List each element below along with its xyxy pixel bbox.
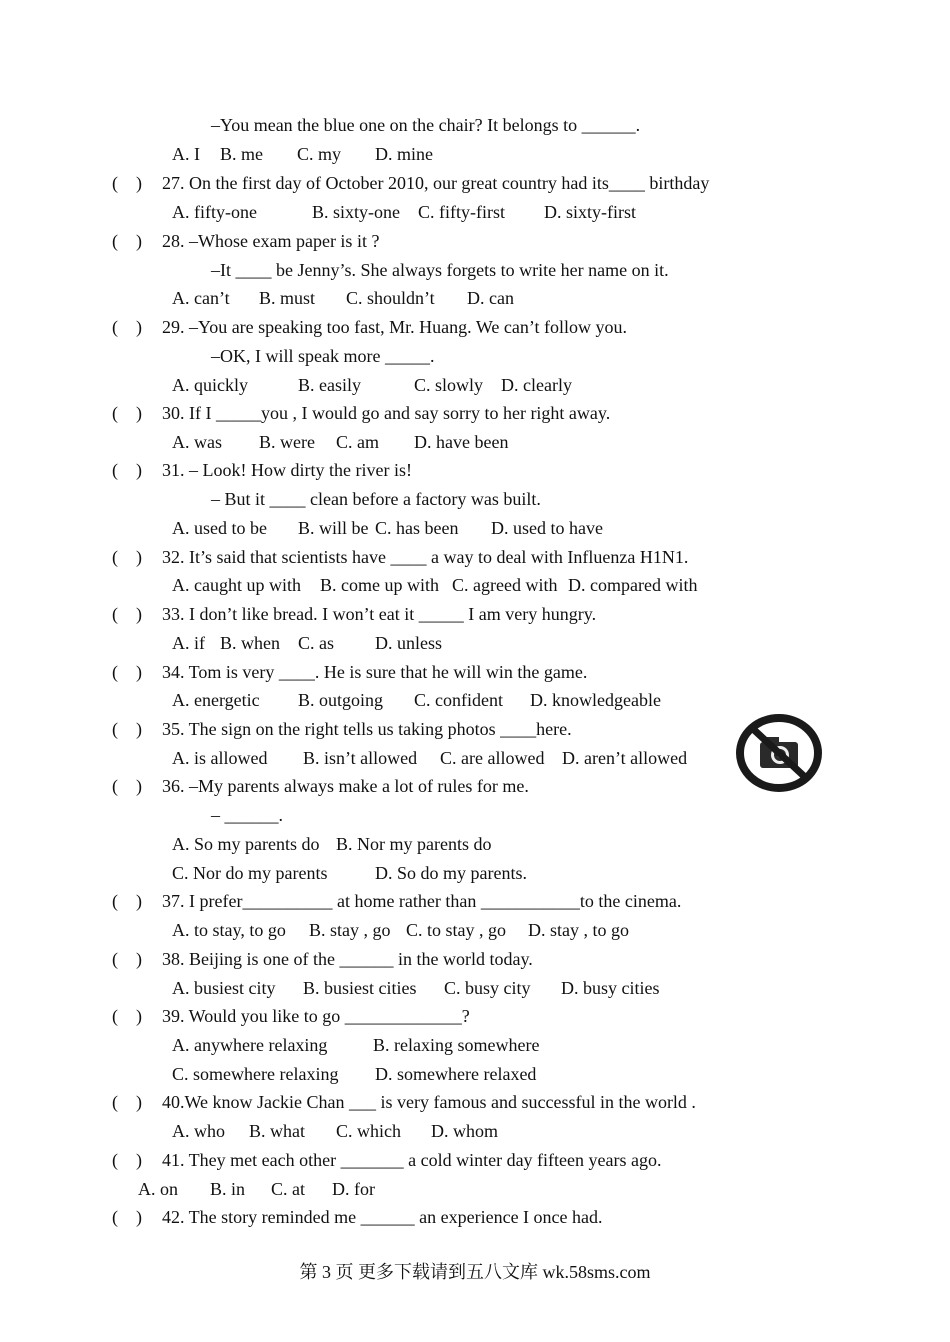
q33-option-a: A. if xyxy=(172,633,205,653)
q41-option-c: C. at xyxy=(271,1179,305,1199)
q39-option-c: C. somewhere relaxing xyxy=(172,1064,339,1084)
q27-option-d: D. sixty-first xyxy=(544,202,636,222)
no-photography-icon xyxy=(734,714,824,792)
q39-question: 39. Would you like to go _____________? xyxy=(162,1006,470,1026)
answer-paren: ( ) xyxy=(112,891,142,911)
q38-option-d: D. busy cities xyxy=(561,978,660,998)
q41-option-d: D. for xyxy=(332,1179,375,1199)
q30-option-d: D. have been xyxy=(414,432,509,452)
answer-paren: ( ) xyxy=(112,317,142,337)
q37-question: 37. I prefer__________ at home rather than ___________to the cinema. xyxy=(162,891,682,911)
q31-option-a: A. used to be xyxy=(172,518,267,538)
q33-question: 33. I don’t like bread. I won’t eat it _____ I am very hungry. xyxy=(162,604,597,624)
q32-question: 32. It’s said that scientists have ____ a way to deal with Influenza H1N1. xyxy=(162,547,689,567)
answer-paren: ( ) xyxy=(112,231,142,251)
q31-option-c: C. has been xyxy=(375,518,459,538)
q26-option-c: C. my xyxy=(297,144,342,164)
q29-answer-line: –OK, I will speak more _____. xyxy=(211,346,435,366)
q28-question: 28. –Whose exam paper is it ? xyxy=(162,231,380,251)
answer-paren: ( ) xyxy=(112,1207,142,1227)
q32-option-d: D. compared with xyxy=(568,575,698,595)
q29-option-c: C. slowly xyxy=(414,375,484,395)
answer-paren: ( ) xyxy=(112,604,142,624)
q37-option-d: D. stay , to go xyxy=(528,920,629,940)
q37-option-c: C. to stay , go xyxy=(406,920,507,940)
answer-paren: ( ) xyxy=(112,1006,142,1026)
answer-paren: ( ) xyxy=(112,1092,142,1112)
q39-option-a: A. anywhere relaxing xyxy=(172,1035,328,1055)
q32-option-a: A. caught up with xyxy=(172,575,301,595)
page-footer: 第 3 页 更多下载请到五八文库 wk.58sms.com xyxy=(299,1262,651,1282)
q29-question: 29. –You are speaking too fast, Mr. Huang. We can’t follow you. xyxy=(162,317,627,337)
q34-option-a: A. energetic xyxy=(172,690,260,710)
q40-option-d: D. whom xyxy=(431,1121,498,1141)
q38-question: 38. Beijing is one of the ______ in the world today. xyxy=(162,949,533,969)
q31-question: 31. – Look! How dirty the river is! xyxy=(162,460,412,480)
q35-question: 35. The sign on the right tells us taking photos ____here. xyxy=(162,719,572,739)
q27-option-a: A. fifty-one xyxy=(172,202,257,222)
q35-option-d: D. aren’t allowed xyxy=(562,748,688,768)
q29-option-d: D. clearly xyxy=(501,375,572,395)
answer-paren: ( ) xyxy=(112,1150,142,1170)
answer-paren: ( ) xyxy=(112,173,142,193)
answer-paren: ( ) xyxy=(112,949,142,969)
q34-option-b: B. outgoing xyxy=(298,690,384,710)
q38-option-c: C. busy city xyxy=(444,978,531,998)
q27-option-c: C. fifty-first xyxy=(418,202,505,222)
q28-answer-line: –It ____ be Jenny’s. She always forgets to write her name on it. xyxy=(211,260,669,280)
q35-option-c: C. are allowed xyxy=(440,748,545,768)
q29-option-a: A. quickly xyxy=(172,375,248,395)
q31-answer-line: – But it ____ clean before a factory was built. xyxy=(211,489,541,509)
q30-option-b: B. were xyxy=(259,432,315,452)
q39-option-d: D. somewhere relaxed xyxy=(375,1064,537,1084)
q36-answer-line: – ______. xyxy=(211,805,283,825)
q40-option-c: C. which xyxy=(336,1121,401,1141)
q36-option-d: D. So do my parents. xyxy=(375,863,527,883)
q35-option-a: A. is allowed xyxy=(172,748,268,768)
q36-question: 36. –My parents always make a lot of rules for me. xyxy=(162,776,529,796)
q30-option-c: C. am xyxy=(336,432,379,452)
q41-option-a: A. on xyxy=(138,1179,178,1199)
q33-option-b: B. when xyxy=(220,633,280,653)
q27-question: 27. On the first day of October 2010, our great country had its____ birthday xyxy=(162,173,710,193)
q31-option-b: B. will be xyxy=(298,518,369,538)
q29-option-b: B. easily xyxy=(298,375,361,395)
q31-option-d: D. used to have xyxy=(491,518,603,538)
q37-option-b: B. stay , go xyxy=(309,920,391,940)
q41-option-b: B. in xyxy=(210,1179,246,1199)
q35-option-b: B. isn’t allowed xyxy=(303,748,418,768)
q38-option-b: B. busiest cities xyxy=(303,978,417,998)
q41-question: 41. They met each other _______ a cold winter day fifteen years ago. xyxy=(162,1150,662,1170)
q27-option-b: B. sixty-one xyxy=(312,202,400,222)
q32-option-c: C. agreed with xyxy=(452,575,558,595)
answer-paren: ( ) xyxy=(112,662,142,682)
q28-option-c: C. shouldn’t xyxy=(346,288,435,308)
q28-option-d: D. can xyxy=(467,288,514,308)
q26-option-d: D. mine xyxy=(375,144,433,164)
q39-option-b: B. relaxing somewhere xyxy=(373,1035,540,1055)
q40-question: 40.We know Jackie Chan ___ is very famous and successful in the world . xyxy=(162,1092,696,1112)
q34-option-d: D. knowledgeable xyxy=(530,690,661,710)
q26-option-a: A. I xyxy=(172,144,200,164)
q38-option-a: A. busiest city xyxy=(172,978,276,998)
q26-answer-line: –You mean the blue one on the chair? It belongs to ______. xyxy=(211,115,641,135)
q34-option-c: C. confident xyxy=(414,690,503,710)
q42-question: 42. The story reminded me ______ an experience I once had. xyxy=(162,1207,603,1227)
q36-option-c: C. Nor do my parents xyxy=(172,863,328,883)
q28-option-b: B. must xyxy=(259,288,316,308)
q36-option-a: A. So my parents do xyxy=(172,834,320,854)
answer-paren: ( ) xyxy=(112,547,142,567)
q37-option-a: A. to stay, to go xyxy=(172,920,286,940)
q34-question: 34. Tom is very ____. He is sure that he will win the game. xyxy=(162,662,588,682)
answer-paren: ( ) xyxy=(112,460,142,480)
answer-paren: ( ) xyxy=(112,719,142,739)
q33-option-d: D. unless xyxy=(375,633,442,653)
q32-option-b: B. come up with xyxy=(320,575,439,595)
q33-option-c: C. as xyxy=(298,633,334,653)
q36-option-b: B. Nor my parents do xyxy=(336,834,492,854)
q26-option-b: B. me xyxy=(220,144,263,164)
answer-paren: ( ) xyxy=(112,403,142,423)
q40-option-b: B. what xyxy=(249,1121,305,1141)
q30-question: 30. If I _____you , I would go and say sorry to her right away. xyxy=(162,403,611,423)
q40-option-a: A. who xyxy=(172,1121,225,1141)
answer-paren: ( ) xyxy=(112,776,142,796)
q28-option-a: A. can’t xyxy=(172,288,230,308)
q30-option-a: A. was xyxy=(172,432,222,452)
